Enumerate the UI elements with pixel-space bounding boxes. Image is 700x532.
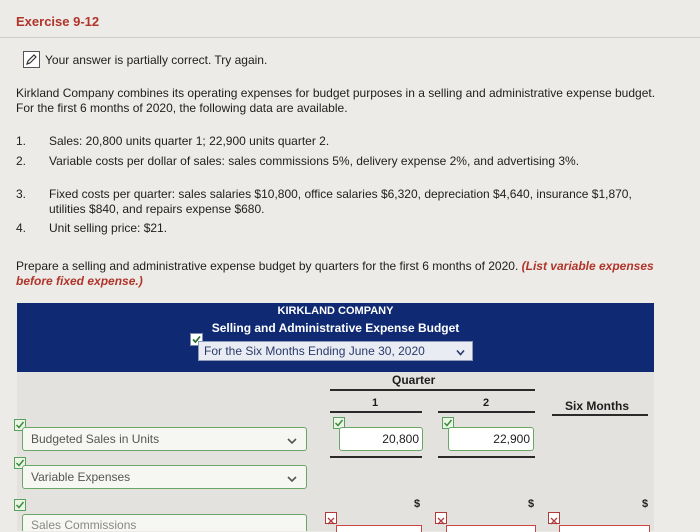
- list-item-number: 2.: [16, 154, 27, 168]
- company-name: KIRKLAND COMPANY: [277, 305, 394, 317]
- col-rule: [330, 411, 422, 413]
- column-header-q2: 2: [483, 397, 490, 409]
- quarter-rule: [330, 389, 535, 391]
- list-item-text: Fixed costs per quarter: sales salaries $10,800, office salaries $6,320, depreciation $4,640, insurance $1,870, utilities $840, and repairs expense $680.: [49, 187, 632, 216]
- quarter-heading: Quarter: [392, 373, 436, 387]
- currency-symbol: $: [414, 498, 421, 510]
- check-icon: [14, 499, 26, 511]
- list-item-number: 1.: [16, 134, 27, 148]
- list-item-number: 3.: [16, 187, 27, 201]
- header-divider: [0, 37, 700, 38]
- instructions-text: Prepare a selling and administrative expense budget by quarters for the first 6 months of 2020.: [16, 259, 519, 273]
- row-label-select[interactable]: [22, 427, 307, 451]
- col-rule: [438, 456, 535, 458]
- incorrect-icon: [325, 512, 337, 524]
- row-label-value: Variable Expenses: [31, 470, 131, 484]
- list-item-text: Variable costs per dollar of sales: sales commissions 5%, delivery expense 2%, and advertising 3%.: [49, 154, 580, 168]
- instructions-note: (List variable expenses before fixed expense.): [16, 259, 654, 288]
- period-select-value: For the Six Months Ending June 30, 2020: [204, 344, 425, 358]
- exercise-title: Exercise 9-12: [16, 14, 100, 29]
- incorrect-icon: [435, 512, 447, 524]
- row-label-select[interactable]: [22, 514, 307, 531]
- column-header-q1: 1: [372, 397, 379, 409]
- pencil-icon: [23, 51, 40, 68]
- row-label-value: Budgeted Sales in Units: [31, 432, 160, 446]
- chevron-down-icon: [455, 345, 466, 363]
- incorrect-icon: [548, 512, 560, 524]
- chevron-down-icon: [286, 470, 298, 492]
- column-header-six-months: Six Months: [565, 399, 630, 413]
- q1-units-input[interactable]: 20,800: [339, 427, 423, 451]
- budget-header: [17, 303, 654, 372]
- col-rule: [330, 456, 422, 458]
- budget-title: Selling and Administrative Expense Budget: [211, 321, 460, 335]
- row-label-value: Sales Commissions: [31, 518, 137, 531]
- q2-units-input[interactable]: 22,900: [448, 427, 534, 451]
- row-label-select[interactable]: [22, 465, 307, 489]
- period-select[interactable]: [198, 341, 473, 361]
- currency-symbol: $: [528, 498, 535, 510]
- status-message: Your answer is partially correct. Try again.: [45, 52, 268, 67]
- instructions: [16, 259, 676, 289]
- chevron-down-icon: [286, 432, 298, 454]
- col-rule: [438, 411, 535, 413]
- list-item-text: Sales: 20,800 units quarter 1; 22,900 units quarter 2.: [49, 134, 330, 148]
- currency-symbol: $: [642, 498, 649, 510]
- intro-paragraph: Kirkland Company combines its operating expenses for budget purposes in a selling and administrative expense budget. For the first 6 months of 2020, the following data are available.: [16, 86, 656, 115]
- col-rule: [552, 414, 648, 416]
- list-item-text: Unit selling price: $21.: [49, 221, 168, 235]
- list-item-number: 4.: [16, 221, 27, 235]
- budget-table: [17, 372, 654, 531]
- status-row: [23, 51, 267, 68]
